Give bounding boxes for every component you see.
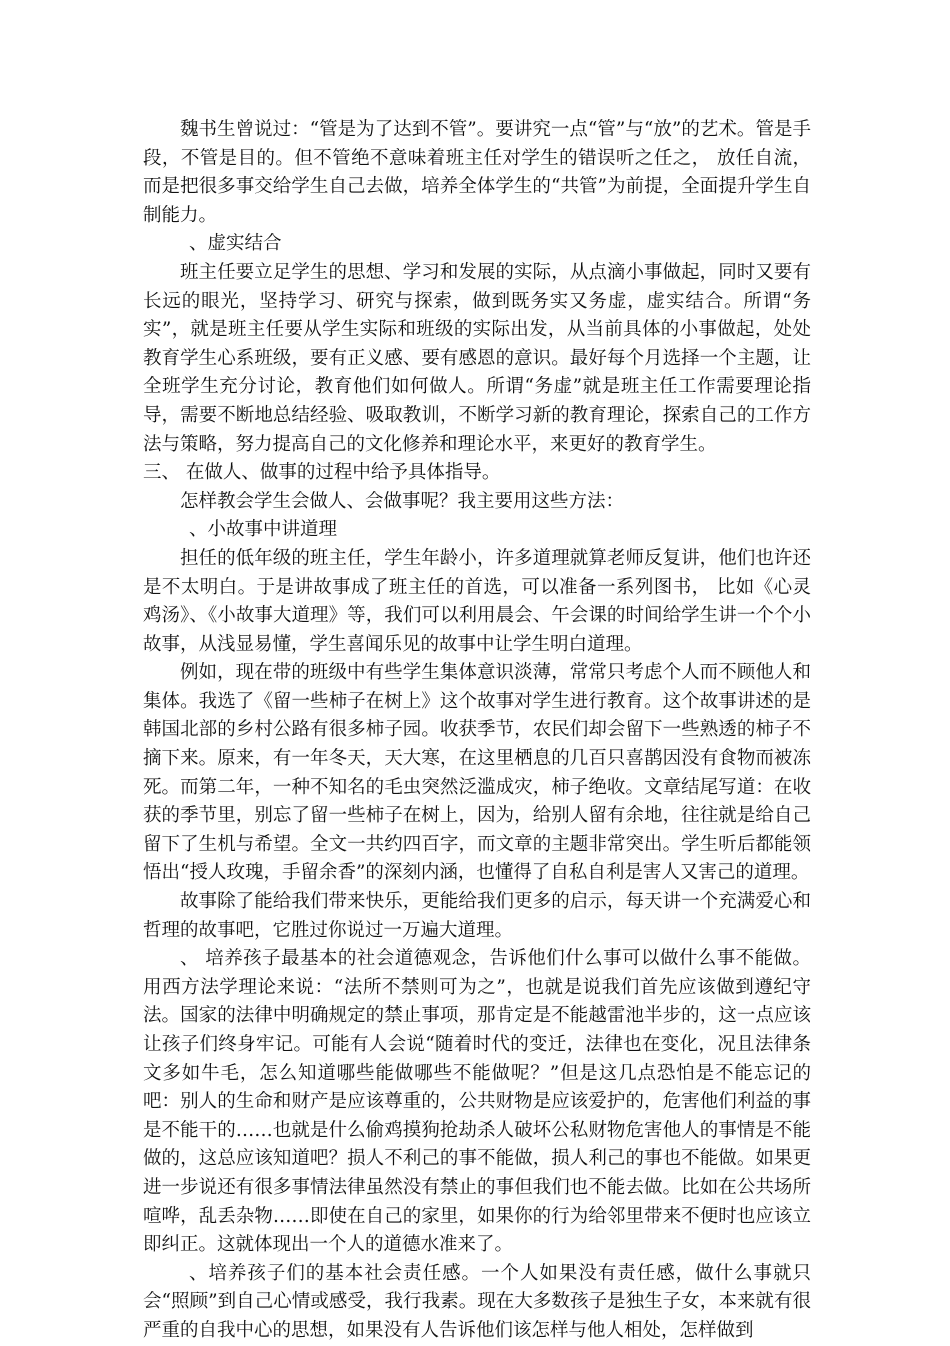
paragraph-weishusheng: 魏书生曾说过：“管是为了达到不管”。要讲究一点“管”与“放”的艺术。管是手段，不管是目的。但不管绝不意味着班主任对学生的错误听之任之， 放任自流，而是把很多事交给学生自己去做，培养全体学生的“共管”为前提，全面提升学生自制能力。: [143, 119, 811, 226]
subheading-virtual-real: 、虚实结合: [189, 233, 282, 255]
paragraph-virtual-real: 班主任要立足学生的思想、学习和发展的实际，从点滴小事做起，同时又要有长远的眼光，坚持学习、研究与探索，做到既务实又务虚，虚实结合。所谓“务实”，就是班主任要从学生实际和班级的实际出发，从当前具体的小事做起，处处教育学生心系班级，要有正义感、要有感恩的意识。最好每个月选择一个主题，让全班学生充分讨论，教育他们如何做人。所谓“务虚”就是班主任工作需要理论指导，需要不断地总结经验、吸取教训，不断学习新的教育理论，探索自己的工作方法与策略，努力提高自己的文化修养和理论水平，来更好的教育学生。: [143, 261, 811, 455]
paragraph-story-benefits: 故事除了能给我们带来快乐，更能给我们更多的启示，每天讲一个充满爱心和哲理的故事吧，它胜过你说过一万遍大道理。: [143, 891, 811, 941]
document-body: [143, 116, 811, 1346]
paragraph-responsibility: 、培养孩子们的基本社会责任感。一个人如果没有责任感，做什么事就只会“照顾”到自己心情或感受，我行我素。现在大多数孩子是独生子女，本来就有很严重的自我中心的思想，如果没有人告诉他们该怎样与他人相处，怎样做到: [143, 1262, 811, 1341]
section-heading-three: 三、 在做人、做事的过程中给予具体指导。: [143, 462, 501, 484]
paragraph-methods-intro: 怎样教会学生会做人、会做事呢？我主要用这些方法：: [180, 490, 625, 512]
paragraph-moral-concepts: 、 培养孩子最基本的社会道德观念，告诉他们什么事可以做什么事不能做。用西方法学理论来说：“法所不禁则可为之”，也就是说我们首先应该做到遵纪守法。国家的法律中明确规定的禁止事项，那肯定是不能越雷池半步的，这一点应该让孩子们终身牢记。可能有人会说“随着时代的变迁，法律也在变化，况且法律条文多如牛毛，怎么知道哪些能做哪些不能做呢？”但是这几点恐怕是不能忘记的吧：别人的生命和财产是应该尊重的，公共财物是应该爱护的，危害他们利益的事是不能干的……也就是什么偷鸡摸狗抢劫杀人破坏公私财物危害他人的事情是不能做的，这总应该知道吧？损人不利己的事不能做，损人利己的事也不能做。如果更进一步说还有很多事情法律虽然没有禁止的事但我们也不能去做。比如在公共场所喧哗，乱丢杂物……即使在自己的家里，如果你的行为给邻里带来不便时也应该立即纠正。这就体现出一个人的道德水准来了。: [143, 948, 811, 1256]
paragraph-persimmon-example: 例如，现在带的班级中有些学生集体意识淡薄，常常只考虑个人而不顾他人和集体。我选了《留一些柿子在树上》这个故事对学生进行教育。这个故事讲述的是韩国北部的乡村公路有很多柿子园。收获季节，农民们却会留下一些熟透的柿子不摘下来。原来，有一年冬天，天大寒，在这里栖息的几百只喜鹊因没有食物而被冻死。而第二年，一种不知名的毛虫突然泛滥成灾，柿子绝收。文章结尾写道：在收获的季节里，别忘了留一些柿子在树上，因为，给别人留有余地，往往就是给自己留下了生机与希望。全文一共约四百字，而文章的主题非常突出。学生听后都能领悟出“授人玫瑰，手留余香”的深刻内涵，也懂得了自私自利是害人又害己的道理。: [143, 662, 811, 884]
paragraph-small-stories: 担任的低年级的班主任，学生年龄小，许多道理就算老师反复讲，他们也许还是不太明白。于是讲故事成了班主任的首选，可以准备一系列图书， 比如《心灵鸡汤》、《小故事大道理》等，我们可以利用晨会、午会课的时间给学生讲一个个小故事，从浅显易懂，学生喜闻乐见的故事中让学生明白道理。: [143, 547, 811, 655]
subheading-small-stories: 、小故事中讲道理: [189, 519, 338, 541]
